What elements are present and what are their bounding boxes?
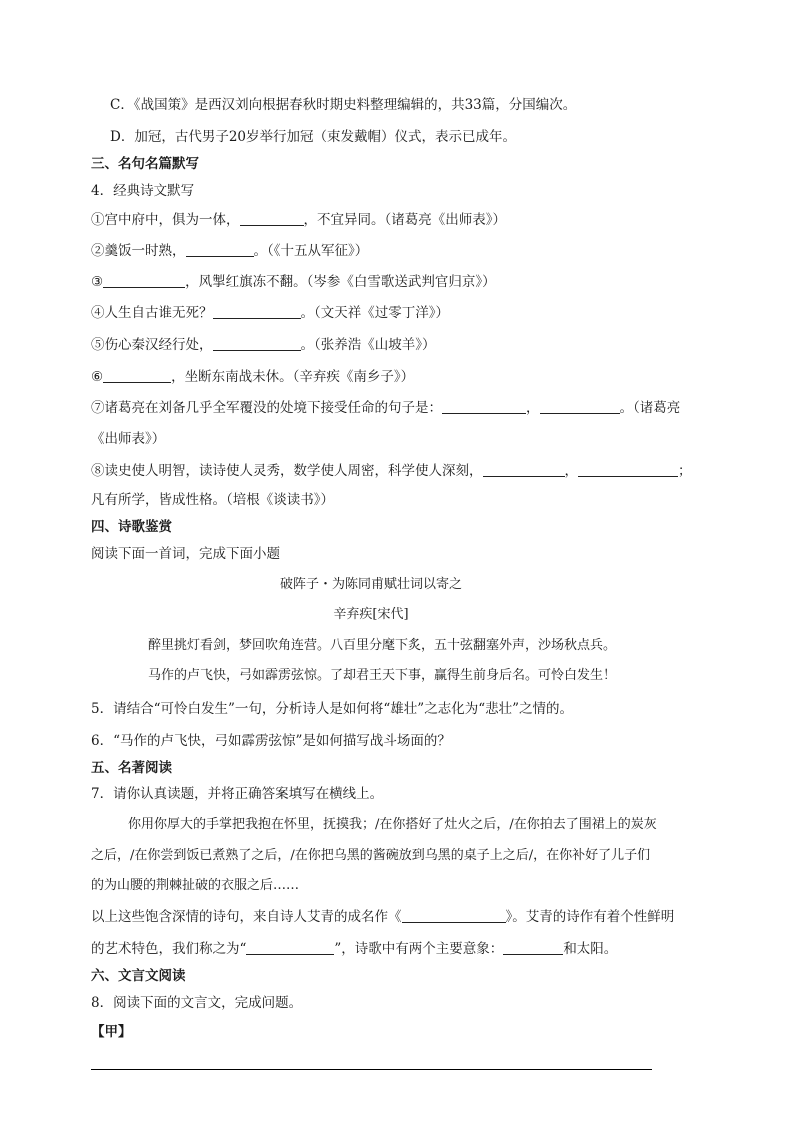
question-5: 5．请结合“可怜白发生”一句，分析诗人是如何将“雄壮”之志化为“悲壮”之情的。 xyxy=(91,701,573,717)
answer-blank[interactable] xyxy=(442,399,526,414)
dictation-item-5: ⑤伤心秦汉经行处， 。（张养浩《山坡羊》） xyxy=(91,337,436,353)
dictation-item-6: ⑥ ，坐断东南战未休。（辛弃疾《南乡子》） xyxy=(91,369,415,385)
section-3-heading: 三、名句名篇默写 xyxy=(91,156,199,172)
poem-intro: 阅读下面一首词，完成下面小题 xyxy=(91,546,280,562)
answer-blank[interactable] xyxy=(103,273,185,288)
poem-excerpt-line: 的为山腰的荆棘扯破的衣服之后…… xyxy=(91,878,300,893)
answer-blank[interactable] xyxy=(402,908,506,923)
answer-blank[interactable] xyxy=(186,242,254,257)
fill-line-1: 以上这些饱含深情的诗句，来自诗人艾青的成名作《 》。艾青的诗作有着个性鲜明 xyxy=(91,909,675,925)
question-4: 4．经典诗文默写 xyxy=(91,183,195,199)
passage-label-jia: 【甲】 xyxy=(91,1024,132,1040)
dictation-item-2: ②羹饭一时熟， 。（《十五从军征》） xyxy=(91,243,369,259)
dictation-item-4: ④人生自古谁无死？ 。（文天祥《过零丁洋》） xyxy=(91,305,449,321)
section-4-heading: 四、诗歌鉴赏 xyxy=(91,519,172,535)
poem-title: 破阵子・为陈同甫赋壮词以寄之 xyxy=(279,577,462,592)
answer-blank[interactable] xyxy=(103,368,171,383)
poem-excerpt-line: 你用你厚大的手掌把我抱在怀里，抚摸我；/在你搭好了灶火之后，/在你拍去了围裙上的炭灰 xyxy=(128,817,657,832)
dictation-item-1: ①宫中府中，俱为一体， ，不宜异同。（诸葛亮《出师表》） xyxy=(91,212,506,228)
dictation-item-8-cont: 凡有所学，皆成性格。（培根《谈读书》） xyxy=(91,492,334,508)
question-8: 8．阅读下面的文言文，完成问题。 xyxy=(91,995,303,1011)
dictation-item-8: ⑧读史使人明智，读诗使人灵秀，数学使人周密，科学使人深刻， ， ； xyxy=(91,463,692,479)
dictation-item-3: ③ ，风掣红旗冻不翻。（岑参《白雪歌送武判官归京》） xyxy=(91,274,496,290)
page-divider xyxy=(91,1069,652,1070)
section-5-heading: 五、名著阅读 xyxy=(91,760,172,776)
section-6-heading: 六、文言文阅读 xyxy=(91,968,186,984)
question-6: 6．“马作的卢飞快，弓如霹雳弦惊”是如何描写战斗场面的？ xyxy=(91,733,451,749)
answer-blank[interactable] xyxy=(503,940,563,955)
option-d: D．加冠，古代男子20岁举行加冠（束发戴帽）仪式，表示已成年。 xyxy=(110,129,517,145)
answer-blank[interactable] xyxy=(240,211,304,226)
fill-line-2: 的艺术特色，我们称之为“ ”，诗歌中有两个主要意象： 和太阳。 xyxy=(91,941,618,957)
dictation-item-7-cont: 《出师表》） xyxy=(91,431,166,447)
poem-line: 醉里挑灯看剑，梦回吹角连营。八百里分麾下炙，五十弦翻塞外声，沙场秋点兵。 xyxy=(148,638,617,653)
poem-excerpt-line: 之后，/在你尝到饭已煮熟了之后，/在你把乌黑的酱碗放到乌黑的桌子上之后/，在你补好了儿子们 xyxy=(91,848,651,863)
answer-blank[interactable] xyxy=(483,462,565,477)
dictation-item-7: ⑦诸葛亮在刘备几乎全军覆没的处境下接受任命的句子是： ， 。（诸葛亮 xyxy=(91,400,681,416)
answer-blank[interactable] xyxy=(578,462,678,477)
question-7: 7．请你认真读题，并将正确答案填写在横线上。 xyxy=(91,786,384,802)
poem-line: 马作的卢飞快，弓如霹雳弦惊。了却君王天下事，赢得生前身后名。可怜白发生！ xyxy=(148,668,617,683)
poem-author: 辛弃疾[宋代] xyxy=(333,607,409,622)
option-c: C．《战国策》是西汉刘向根据春秋时期史料整理编辑的，共33篇，分国编次。 xyxy=(110,97,577,113)
answer-blank[interactable] xyxy=(246,940,334,955)
answer-blank[interactable] xyxy=(213,336,301,351)
answer-blank[interactable] xyxy=(213,304,301,319)
answer-blank[interactable] xyxy=(540,399,620,414)
